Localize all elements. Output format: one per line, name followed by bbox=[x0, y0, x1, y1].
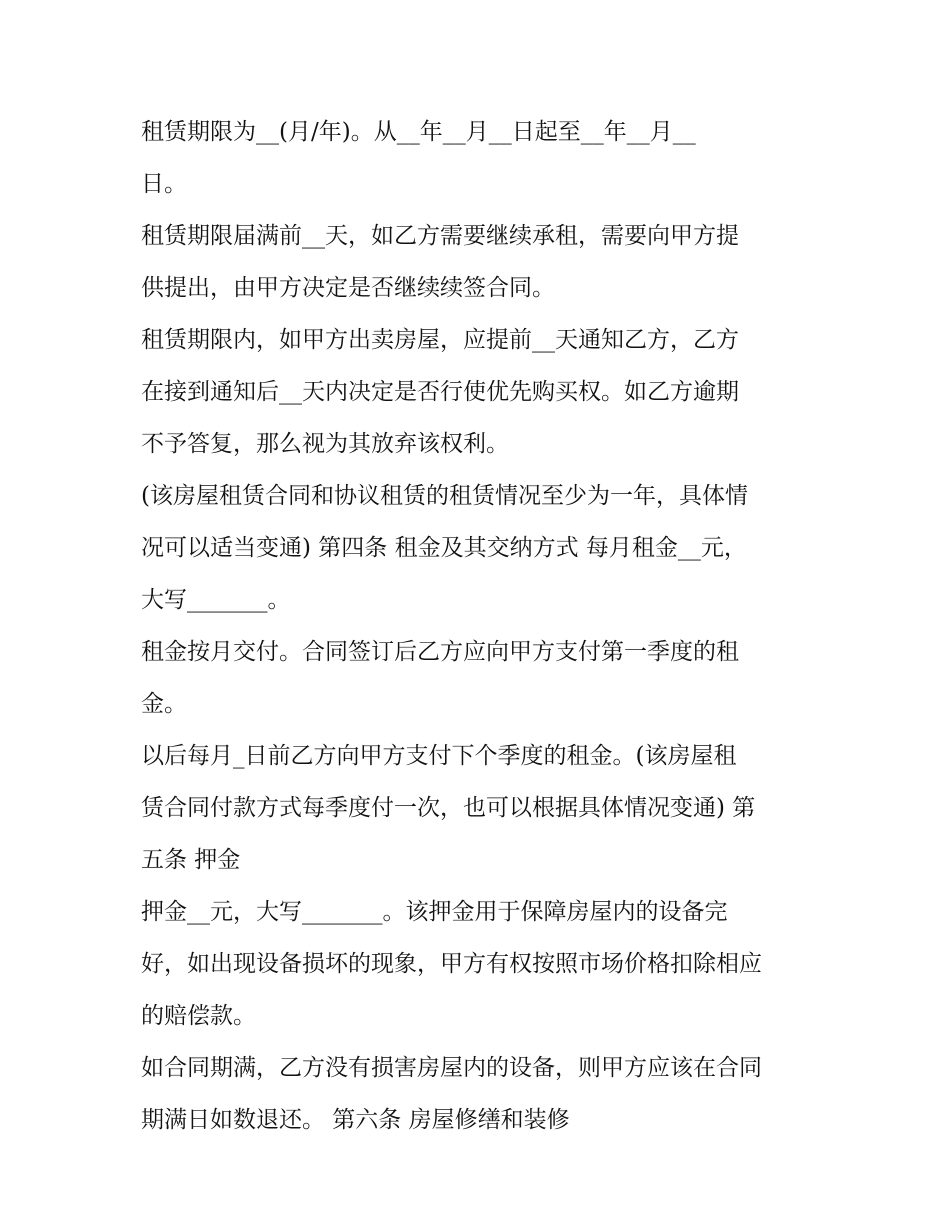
text-line: 的赔偿款。 bbox=[141, 1003, 256, 1029]
text-line: 供提出，由甲方决定是否继续续签合同。 bbox=[141, 275, 555, 301]
text-line: 在接到通知后__天内决定是否行使优先购买权。如乙方逾期 bbox=[141, 379, 739, 405]
text-line: 金。 bbox=[141, 691, 187, 717]
text-line: 赁合同付款方式每季度付一次，也可以根据具体情况变通) 第 bbox=[141, 795, 756, 821]
text-line: 押金__元，大写_______。该押金用于保障房屋内的设备完 bbox=[141, 899, 728, 925]
text-line: 租赁期限为__(月/年)。从__年__月__日起至__年__月__ bbox=[141, 119, 696, 145]
contract-body bbox=[141, 106, 821, 1146]
text-line: 如合同期满，乙方没有损害房屋内的设备，则甲方应该在合同 bbox=[141, 1055, 762, 1081]
text-line: (该房屋租赁合同和协议租赁的租赁情况至少为一年，具体情 bbox=[141, 483, 748, 509]
text-line: 大写_______。 bbox=[141, 587, 291, 613]
text-line: 况可以适当变通) 第四条 租金及其交纳方式 每月租金__元， bbox=[141, 535, 747, 561]
text-line: 租金按月交付。合同签订后乙方应向甲方支付第一季度的租 bbox=[141, 639, 739, 665]
text-line: 租赁期限内，如甲方出卖房屋，应提前__天通知乙方，乙方 bbox=[141, 327, 739, 353]
text-line: 五条 押金 bbox=[141, 847, 241, 873]
text-line: 不予答复，那么视为其放弃该权利。 bbox=[141, 431, 509, 457]
text-line: 好，如出现设备损坏的现象，甲方有权按照市场价格扣除相应 bbox=[141, 951, 762, 977]
text-line: 以后每月_日前乙方向甲方支付下个季度的租金。(该房屋租 bbox=[141, 743, 737, 769]
text-line: 期满日如数退还。 第六条 房屋修缮和装修 bbox=[141, 1107, 570, 1133]
text-line: 租赁期限届满前__天，如乙方需要继续承租，需要向甲方提 bbox=[141, 223, 739, 249]
text-line: 日。 bbox=[141, 171, 187, 197]
